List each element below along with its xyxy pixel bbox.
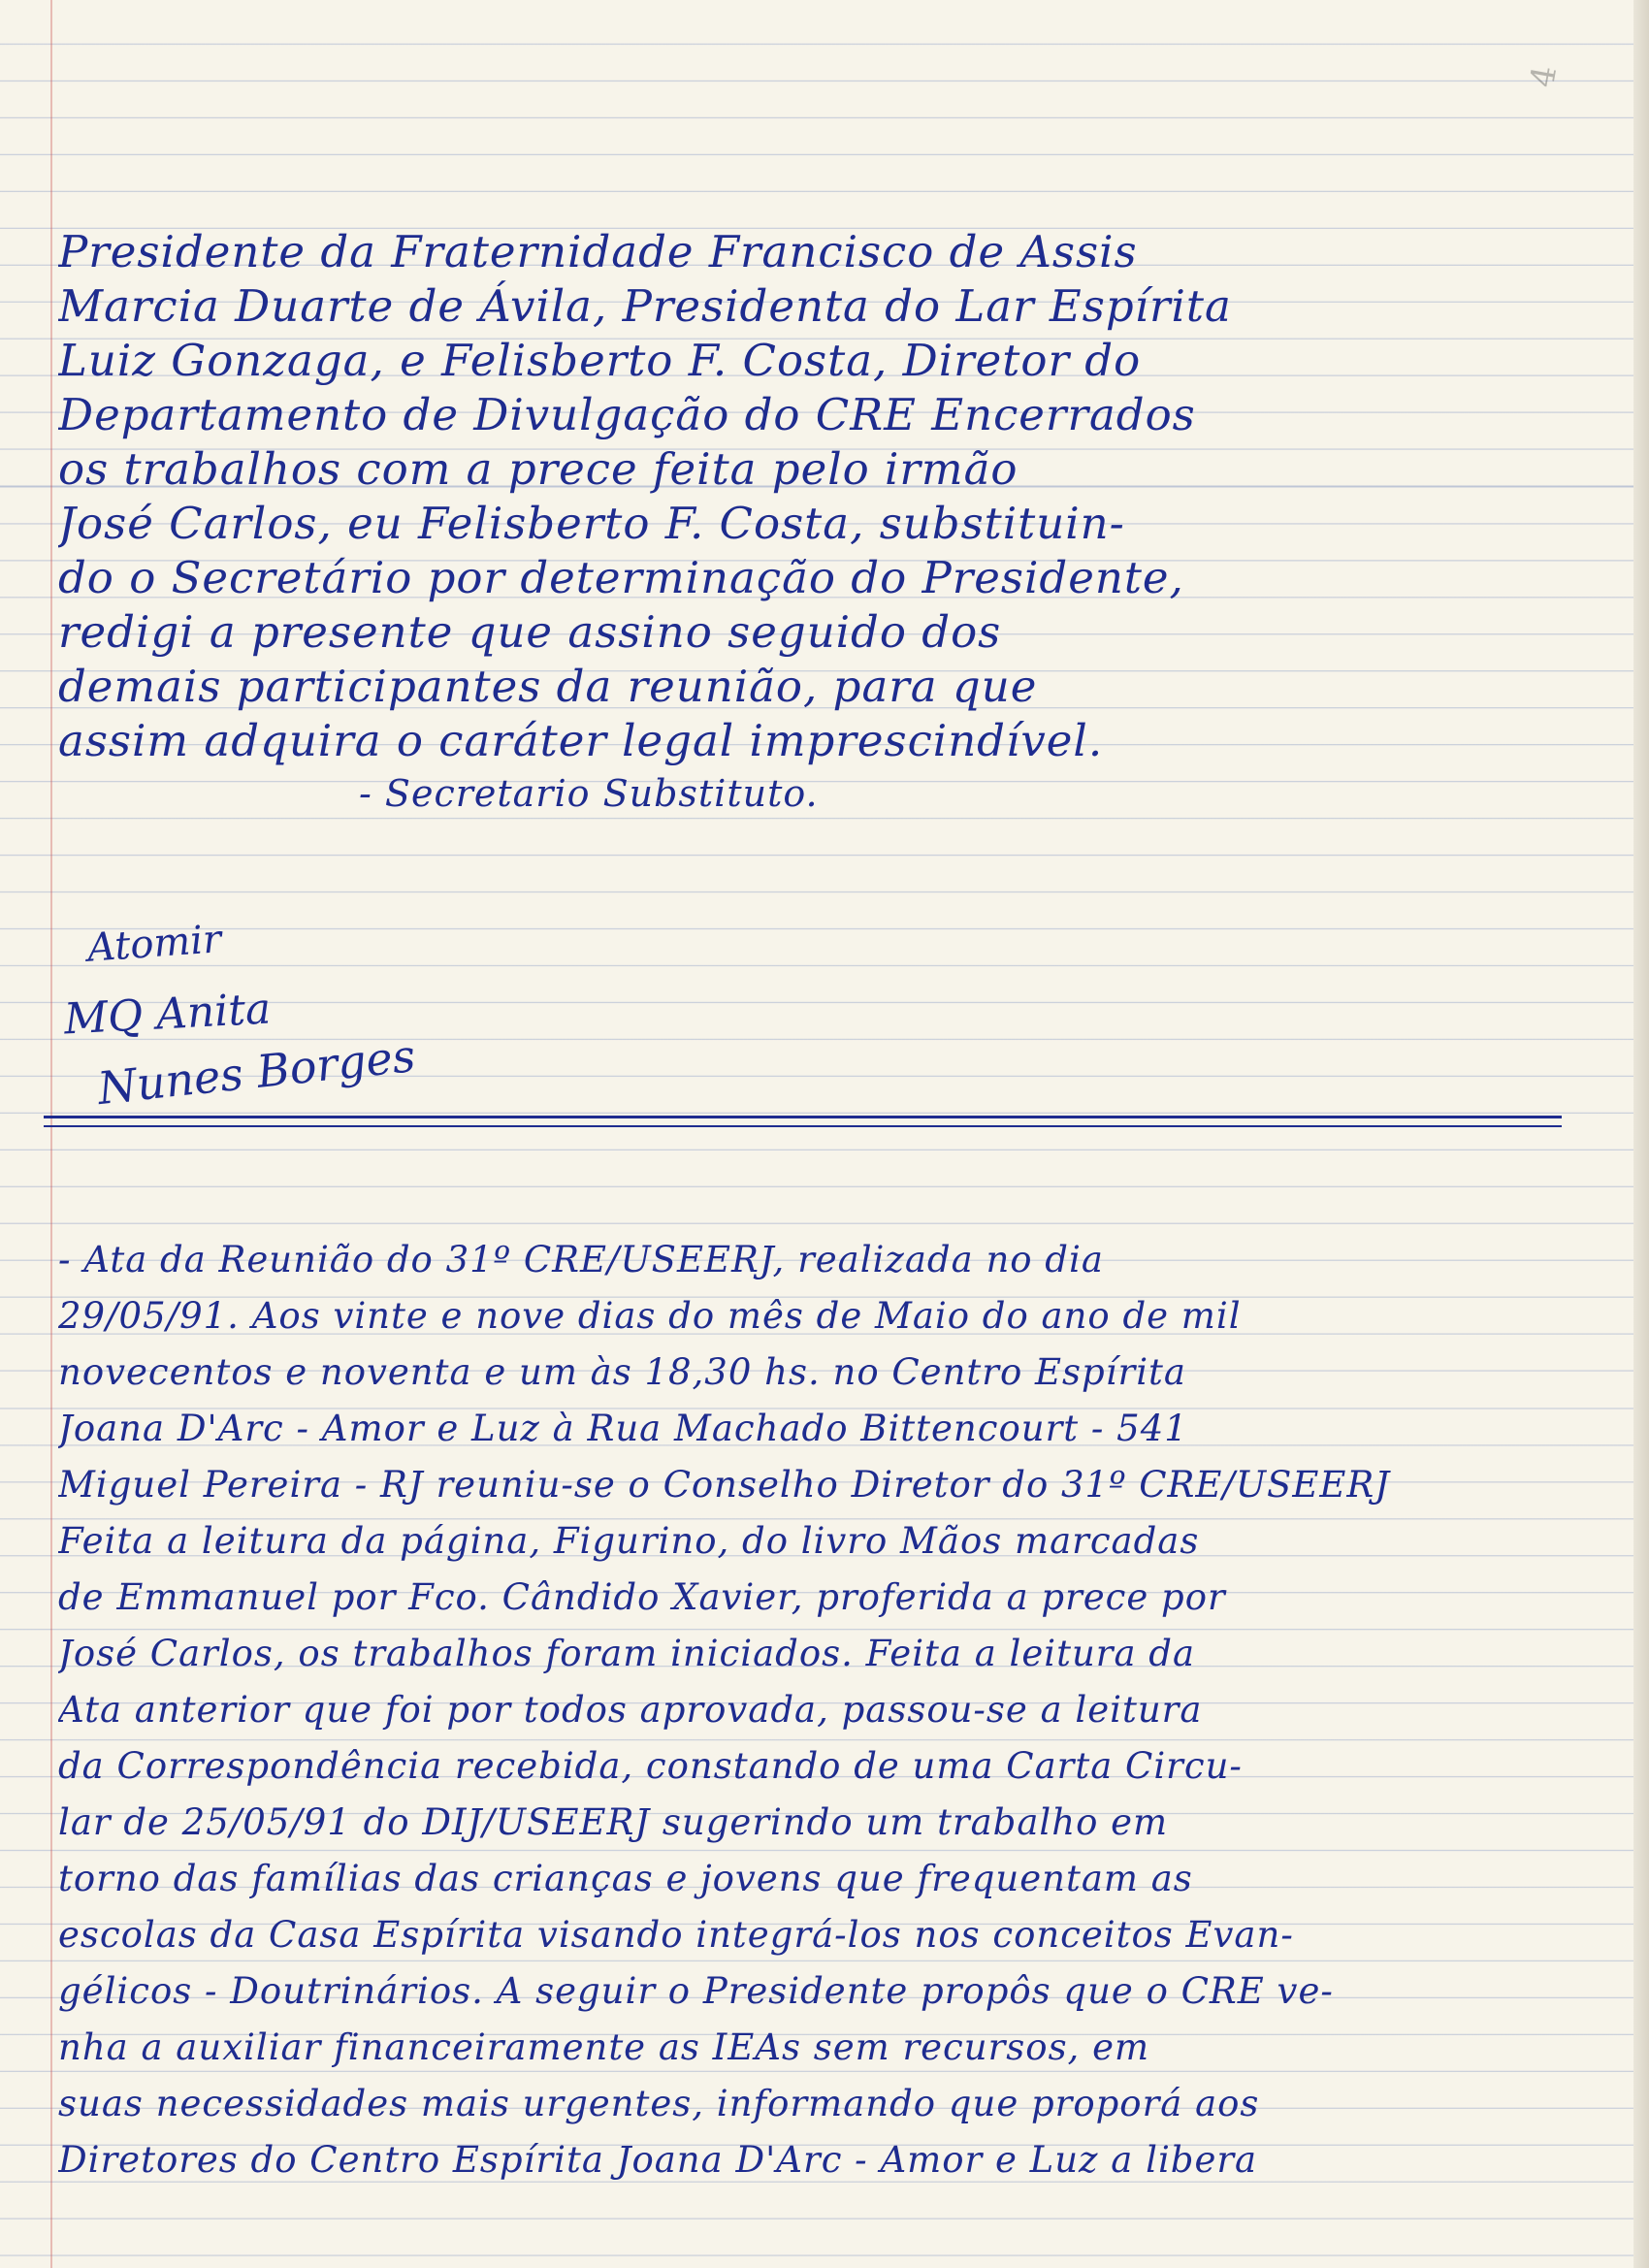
text-line: Marcia Duarte de Ávila, Presidenta do Lar Espírita [58,280,1232,332]
text-line: nha a auxiliar financeiramente as IEAs sem recursos, em [58,2026,1150,2068]
previous-minutes-section [58,225,1571,819]
text-line: Miguel Pereira - RJ reuniu-se o Conselho Diretor do 31º CRE/USEERJ [58,1464,1391,1506]
text-line: José Carlos, os trabalhos foram iniciados. Feita a leitura da [58,1633,1196,1674]
text-line: Departamento de Divulgação do CRE Encerrados [58,389,1196,440]
text-line: gélicos - Doutrinários. A seguir o Presidente propôs que o CRE ve- [58,1970,1334,2012]
text-line: suas necessidades mais urgentes, informando que proporá aos [58,2083,1260,2124]
text-line: Diretores do Centro Espírita Joana D'Arc - Amor e Luz a libera [58,2139,1258,2181]
text-line: - Ata da Reunião do 31º CRE/USEERJ, realizada no dia [58,1239,1104,1280]
text-line: torno das famílias das crianças e jovens que frequentam as [58,1858,1193,1899]
secretary-note: - Secretario Substituto. [359,772,819,815]
section-divider [44,1125,1562,1127]
text-line: Luiz Gonzaga, e Felisberto F. Costa, Diretor do [58,335,1142,386]
section-divider [44,1116,1562,1118]
text-line: novecentos e noventa e um às 18,30 hs. no Centro Espírita [58,1351,1186,1393]
text-line: os trabalhos com a prece feita pelo irmão [58,443,1018,495]
text-line: assim adquira o caráter legal imprescindível. [58,715,1104,766]
text-line: José Carlos, eu Felisberto F. Costa, substituin- [58,498,1125,549]
text-line: redigi a presente que assino seguido dos [58,606,1002,658]
page-number-mark: 4 [1523,60,1566,91]
text-line: Presidente da Fraternidade Francisco de Assis [58,226,1138,277]
text-line: escolas da Casa Espírita visando integrá-los nos conceitos Evan- [58,1914,1294,1956]
text-line: lar de 25/05/91 do DIJ/USEERJ sugerindo um trabalho em [58,1801,1169,1843]
text-line: Ata anterior que foi por todos aprovada, passou-se a leitura [58,1689,1203,1731]
margin-line [50,0,52,2268]
text-line: demais participantes da reunião, para que [58,661,1038,712]
page-edge [1633,0,1649,2268]
signature: Nunes Borges [95,1028,418,1116]
text-line: do o Secretário por determinação do Presidente, [58,552,1184,603]
text-line: Joana D'Arc - Amor e Luz à Rua Machado Bittencourt - 541 [58,1408,1188,1449]
text-line: 29/05/91. Aos vinte e nove dias do mês de Maio do ano de mil [58,1295,1242,1337]
signature-block [58,917,543,1135]
text-line: de Emmanuel por Fco. Cândido Xavier, proferida a prece por [58,1576,1226,1618]
text-line: da Correspondência recebida, constando de uma Carta Circu- [58,1745,1243,1787]
text-line: Feita a leitura da página, Figurino, do livro Mãos marcadas [58,1520,1200,1562]
meeting-minutes-section [58,1232,1571,2188]
signature: MQ Anita [62,984,273,1045]
signature: Atomir [85,917,223,971]
